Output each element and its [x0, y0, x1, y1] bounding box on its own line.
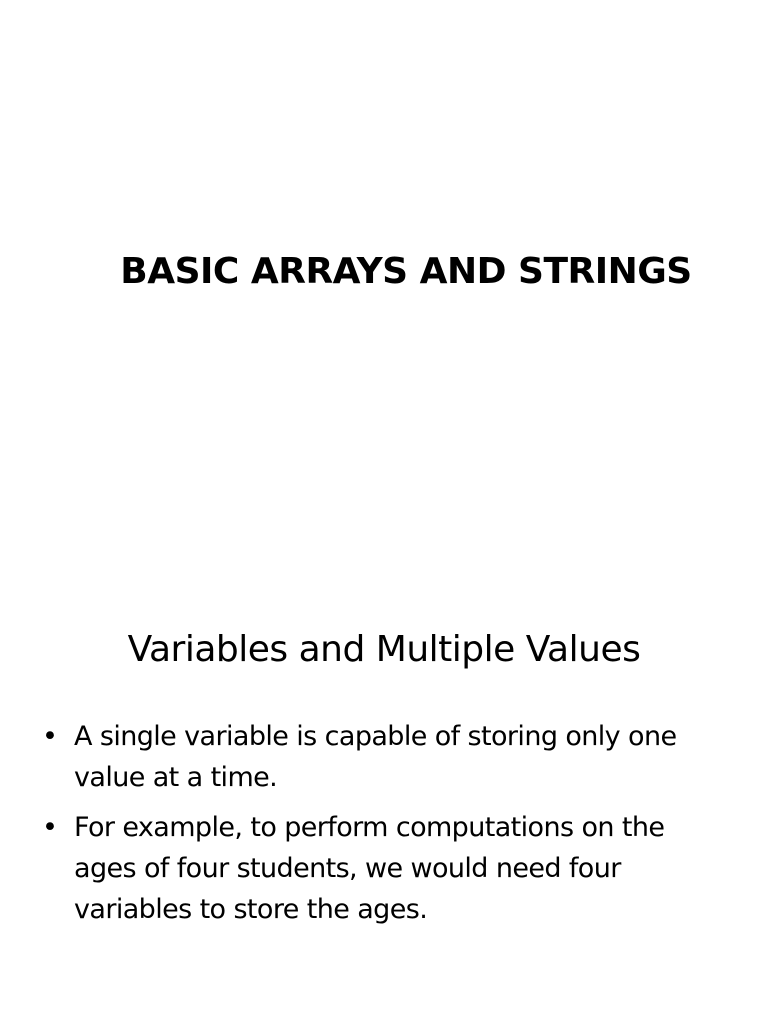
content-slide [0, 580, 768, 1024]
slide-title: BASIC ARRAYS AND STRINGS [120, 251, 692, 292]
bullet-icon: • [42, 721, 58, 752]
bullet-text: For example, to perform computations on the ages of four students, we would need four variables to store the ages. [74, 812, 665, 925]
slide-heading: Variables and Multiple Values [127, 629, 641, 670]
bullet-text: A single variable is capable of storing only one value at a time. [74, 721, 677, 793]
bullet-list [40, 716, 730, 939]
bullet-item [40, 716, 730, 798]
bullet-icon: • [42, 812, 58, 843]
bullet-item [40, 807, 730, 930]
